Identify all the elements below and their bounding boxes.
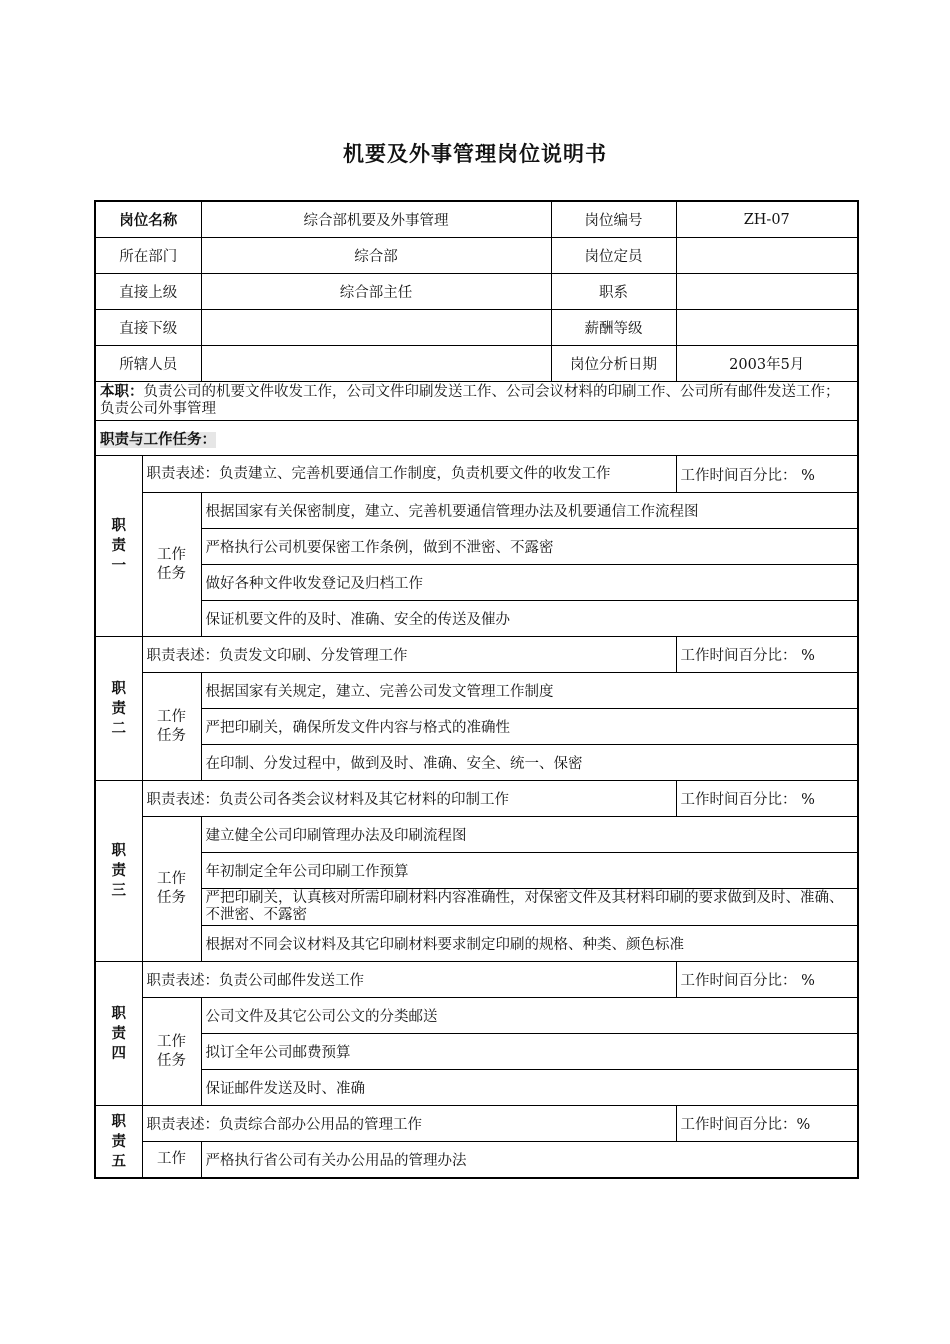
- task-row: [95, 709, 858, 745]
- department-value: 综合部: [201, 238, 551, 274]
- headcount-label: 岗位定员: [551, 238, 676, 274]
- info-row-department: [95, 238, 858, 274]
- task-row: [95, 817, 858, 853]
- duty-3-label-text: 职责三: [111, 843, 126, 899]
- duty-4-task-label: [142, 998, 201, 1106]
- duty-5-task-1: 严格执行省公司有关办公用品的管理办法: [201, 1142, 858, 1179]
- duty-3-task-4: 根据对不同会议材料及其它印刷材料要求制定印刷的规格、种类、颜色标准: [201, 926, 858, 962]
- task-label-text: 工作任务: [157, 708, 186, 744]
- duty-2-label-text: 职责二: [111, 680, 126, 737]
- duty-4-description: 职责表述：负责公司邮件发送工作: [142, 962, 676, 998]
- duty-1-task-4: 保证机要文件的及时、准确、安全的传送及催办: [201, 601, 858, 637]
- duty-5-label: [95, 1106, 142, 1179]
- duty-2-percentage: 工作时间百分比： %: [676, 637, 858, 673]
- summary-text: 负责公司的机要文件收发工作，公司文件印刷发送工作、公司会议材料的印刷工作、公司所有邮件发送工作；负责公司外事管理: [100, 384, 840, 417]
- duties-heading: 职责与工作任务：: [100, 431, 216, 448]
- duty-3-task-1: 建立健全公司印刷管理办法及印刷流程图: [201, 817, 858, 853]
- duty-3-description-row: [95, 781, 858, 817]
- pay-grade-value: [676, 310, 858, 346]
- task-row: [95, 853, 858, 889]
- duty-1-label: [95, 456, 142, 637]
- duty-1-task-3: 做好各种文件收发登记及归档工作: [201, 565, 858, 601]
- duty-4-label-text: 职责四: [111, 1005, 126, 1062]
- duty-3-label: [95, 781, 142, 962]
- summary-cell: [95, 382, 858, 421]
- position-code-label: 岗位编号: [551, 201, 676, 238]
- job-family-label: 职系: [551, 274, 676, 310]
- analysis-date-value: 2003年5月: [676, 346, 858, 382]
- subordinate-label: 直接下级: [95, 310, 201, 346]
- task-row: [95, 926, 858, 962]
- managed-staff-label: 所辖人员: [95, 346, 201, 382]
- duty-3-task-2: 年初制定全年公司印刷工作预算: [201, 853, 858, 889]
- superior-value: 综合部主任: [201, 274, 551, 310]
- task-row: [95, 745, 858, 781]
- info-row-position: [95, 201, 858, 238]
- duty-1-percentage: 工作时间百分比： %: [676, 456, 858, 493]
- duty-3-task-label: [142, 817, 201, 962]
- duty-2-label: [95, 637, 142, 781]
- info-row-subordinate: [95, 310, 858, 346]
- task-label-text: 工作任务: [157, 1033, 186, 1069]
- duty-2-task-3: 在印制、分发过程中，做到及时、准确、安全、统一、保密: [201, 745, 858, 781]
- duty-5-description: 职责表述：负责综合部办公用品的管理工作: [142, 1106, 676, 1142]
- department-label: 所在部门: [95, 238, 201, 274]
- job-family-value: [676, 274, 858, 310]
- duty-5-label-text: 职责五: [111, 1113, 126, 1170]
- duty-1-task-1: 根据国家有关保密制度，建立、完善机要通信管理办法及机要通信工作流程图: [201, 493, 858, 529]
- duty-2-description: 职责表述：负责发文印刷、分发管理工作: [142, 637, 676, 673]
- document-title: 机要及外事管理岗位说明书: [343, 142, 607, 166]
- duty-4-task-1: 公司文件及其它公司公文的分类邮送: [201, 998, 858, 1034]
- duty-3-percentage: 工作时间百分比： %: [676, 781, 858, 817]
- task-row: [95, 998, 858, 1034]
- task-row: [95, 1034, 858, 1070]
- duty-1-label-text: 职责一: [111, 518, 126, 574]
- task-row: [95, 889, 858, 926]
- duty-5-task-label: 工作: [142, 1142, 201, 1179]
- pay-grade-label: 薪酬等级: [551, 310, 676, 346]
- duty-4-description-row: [95, 962, 858, 998]
- job-description-table: [94, 200, 859, 1179]
- duty-3-task-3: 严把印刷关，认真核对所需印刷材料内容准确性，对保密文件及其材料印刷的要求做到及时、准确、不泄密、不露密: [201, 889, 858, 926]
- position-name-label: 岗位名称: [95, 201, 201, 238]
- duties-heading-cell: [95, 421, 858, 456]
- duty-2-description-row: [95, 637, 858, 673]
- info-row-superior: [95, 274, 858, 310]
- summary-label: 本职：: [100, 384, 144, 400]
- task-label-text: 工作任务: [157, 871, 186, 906]
- duty-5-percentage: 工作时间百分比：%: [676, 1106, 858, 1142]
- task-row: [95, 601, 858, 637]
- position-code-value: ZH-07: [676, 201, 858, 238]
- analysis-date-label: 岗位分析日期: [551, 346, 676, 382]
- duty-1-description: 职责表述：负责建立、完善机要通信工作制度，负责机要文件的收发工作: [142, 456, 676, 493]
- task-row: [95, 529, 858, 565]
- managed-staff-value: [201, 346, 551, 382]
- duty-4-task-2: 拟订全年公司邮费预算: [201, 1034, 858, 1070]
- duty-2-task-2: 严把印刷关，确保所发文件内容与格式的准确性: [201, 709, 858, 745]
- duty-2-task-label: [142, 673, 201, 781]
- superior-label: 直接上级: [95, 274, 201, 310]
- headcount-value: [676, 238, 858, 274]
- task-row: [95, 1142, 858, 1179]
- duty-4-label: [95, 962, 142, 1106]
- duty-2-task-1: 根据国家有关规定，建立、完善公司发文管理工作制度: [201, 673, 858, 709]
- duty-3-description: 职责表述：负责公司各类会议材料及其它材料的印制工作: [142, 781, 676, 817]
- task-row: [95, 565, 858, 601]
- duties-heading-row: [95, 421, 858, 456]
- duty-5-description-row: [95, 1106, 858, 1142]
- duty-1-description-row: [95, 456, 858, 493]
- info-row-staff: [95, 346, 858, 382]
- duty-4-task-3: 保证邮件发送及时、准确: [201, 1070, 858, 1106]
- duty-1-task-label: [142, 493, 201, 637]
- summary-row: [95, 382, 858, 421]
- task-label-text: 工作任务: [157, 546, 186, 582]
- duty-4-percentage: 工作时间百分比： %: [676, 962, 858, 998]
- task-row: [95, 493, 858, 529]
- position-name-value: 综合部机要及外事管理: [201, 201, 551, 238]
- duty-1-task-2: 严格执行公司机要保密工作条例，做到不泄密、不露密: [201, 529, 858, 565]
- task-row: [95, 673, 858, 709]
- subordinate-value: [201, 310, 551, 346]
- task-row: [95, 1070, 858, 1106]
